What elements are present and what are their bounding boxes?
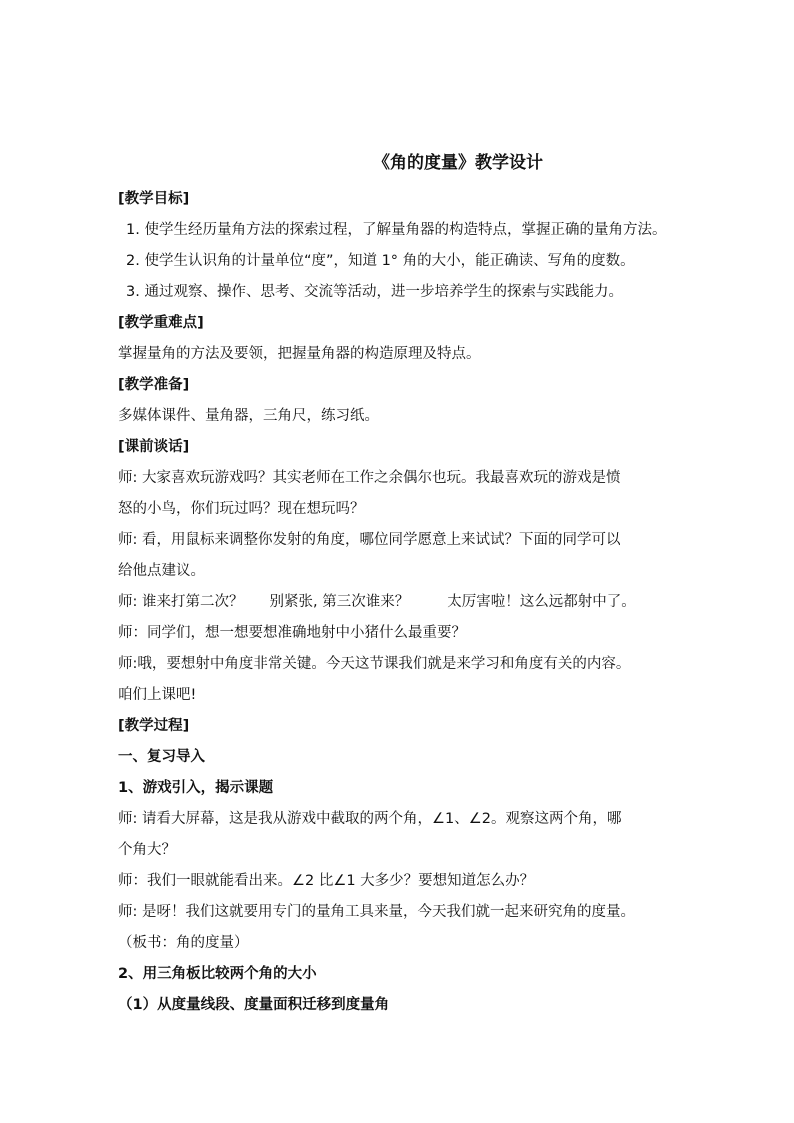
text-segment: 师: 谁来打第二次？: [118, 594, 244, 610]
key-points-text: 掌握量角的方法及要领，把握量角器的构造原理及特点。: [118, 346, 481, 362]
paragraph-line: 师：我们一眼就能看出来。∠2 比∠1 大多少？要想知道怎么办？: [118, 873, 535, 889]
document-title: 《角的度量》教学设计: [373, 153, 543, 173]
goals-heading: [教学目标]: [118, 191, 190, 207]
subsection-heading: （1）从度量线段、度量面积迁移到度量角: [118, 997, 390, 1013]
paragraph-line: 师: 大家喜欢玩游戏吗？其实老师在工作之余偶尔也玩。我最喜欢玩的游戏是愤: [118, 470, 621, 486]
process-heading: [教学过程]: [118, 718, 190, 734]
paragraph-line: 师: 请看大屏幕，这是我从游戏中截取的两个角，∠1、∠2。观察这两个角，哪: [118, 811, 622, 827]
paragraph-line: 师:哦，要想射中角度非常关键。今天这节课我们就是来学习和角度有关的内容。: [118, 656, 631, 672]
paragraph-line: 师: 是呀！我们这就要用专门的量角工具来量，今天我们就一起来研究角的度量。: [118, 904, 635, 920]
paragraph-line: （板书：角的度量）: [118, 935, 249, 951]
paragraph-line: 师: 看，用鼠标来调整你发射的角度，哪位同学愿意上来试试？下面的同学可以: [118, 532, 621, 548]
text-segment: 别紧张, 第三次谁来？: [269, 594, 410, 610]
preparation-text: 多媒体课件、量角器，三角尺，练习纸。: [118, 408, 379, 424]
text-segment: 太厉害啦！这么远都射中了。: [447, 594, 636, 610]
subsection-heading: 2、用三角板比较两个角的大小: [118, 966, 317, 982]
paragraph-line: 师：同学们，想一想要想准确地射中小猪什么最重要？: [118, 625, 466, 641]
goal-item: 3. 通过观察、操作、思考、交流等活动，进一步培养学生的探索与实践能力。: [126, 284, 623, 300]
subsection-heading: 1、游戏引入，揭示课题: [118, 780, 274, 796]
pre-class-talk-heading: [课前谈话]: [118, 439, 190, 455]
paragraph-line: 怒的小鸟，你们玩过吗？现在想玩吗？: [118, 501, 365, 517]
preparation-heading: [教学准备]: [118, 377, 190, 393]
goal-item: 1. 使学生经历量角方法的探索过程，了解量角器的构造特点，掌握正确的量角方法。: [126, 222, 667, 238]
paragraph-line: 给他点建议。: [118, 563, 205, 579]
paragraph-line: 个角大？: [118, 842, 176, 858]
paragraph-line: [118, 587, 758, 618]
goal-item: 2. 使学生认识角的计量单位“度”，知道 1° 角的大小，能正确读、写角的度数。: [126, 253, 635, 269]
key-points-heading: [教学重难点]: [118, 315, 204, 331]
paragraph-line: 咱们上课吧!: [118, 687, 197, 703]
document-body: [118, 148, 758, 1021]
section-heading: 一、复习导入: [118, 749, 205, 765]
